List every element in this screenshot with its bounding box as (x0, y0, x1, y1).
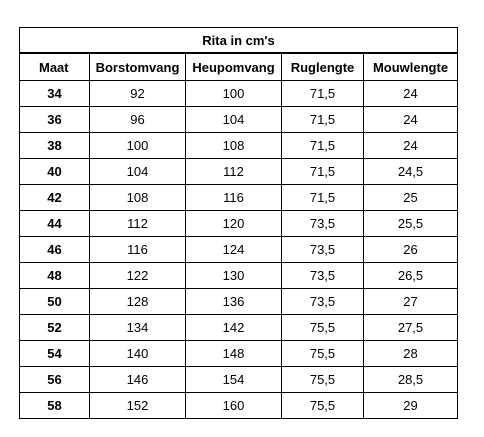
table-row (20, 81, 458, 107)
ruglengte-cell: 75,5 (282, 341, 364, 367)
table-row (20, 185, 458, 211)
mouwlengte-cell: 24,5 (364, 159, 458, 185)
heupomvang-cell: 154 (186, 367, 282, 393)
table-title-row (20, 28, 458, 54)
heupomvang-cell: 100 (186, 81, 282, 107)
mouwlengte-cell: 28,5 (364, 367, 458, 393)
mouwlengte-cell: 27,5 (364, 315, 458, 341)
borstomvang-cell: 128 (90, 289, 186, 315)
borstomvang-cell: 92 (90, 81, 186, 107)
borstomvang-cell: 140 (90, 341, 186, 367)
ruglengte-cell: 71,5 (282, 107, 364, 133)
borstomvang-cell: 152 (90, 393, 186, 419)
heupomvang-cell: 120 (186, 211, 282, 237)
ruglengte-cell: 73,5 (282, 211, 364, 237)
table-title: Rita in cm's (20, 28, 458, 54)
mouwlengte-cell: 24 (364, 107, 458, 133)
borstomvang-cell: 146 (90, 367, 186, 393)
maat-cell: 56 (20, 367, 90, 393)
borstomvang-cell: 112 (90, 211, 186, 237)
table-row (20, 133, 458, 159)
heupomvang-cell: 136 (186, 289, 282, 315)
maat-cell: 42 (20, 185, 90, 211)
borstomvang-cell: 104 (90, 159, 186, 185)
table-row (20, 393, 458, 419)
borstomvang-cell: 100 (90, 133, 186, 159)
heupomvang-cell: 124 (186, 237, 282, 263)
heupomvang-cell: 112 (186, 159, 282, 185)
table-row (20, 107, 458, 133)
ruglengte-cell: 75,5 (282, 367, 364, 393)
size-table (19, 27, 458, 419)
mouwlengte-cell: 24 (364, 133, 458, 159)
maat-cell: 40 (20, 159, 90, 185)
table-header-row (20, 53, 458, 81)
mouwlengte-cell: 25,5 (364, 211, 458, 237)
ruglengte-cell: 71,5 (282, 81, 364, 107)
heupomvang-cell: 116 (186, 185, 282, 211)
ruglengte-cell: 75,5 (282, 315, 364, 341)
maat-cell: 46 (20, 237, 90, 263)
borstomvang-cell: 122 (90, 263, 186, 289)
ruglengte-cell: 73,5 (282, 289, 364, 315)
header-maat: Maat (20, 53, 90, 81)
mouwlengte-cell: 28 (364, 341, 458, 367)
mouwlengte-cell: 24 (364, 81, 458, 107)
header-ruglengte: Ruglengte (282, 53, 364, 81)
header-mouwlengte: Mouwlengte (364, 53, 458, 81)
mouwlengte-cell: 26 (364, 237, 458, 263)
ruglengte-cell: 71,5 (282, 159, 364, 185)
table-row (20, 315, 458, 341)
heupomvang-cell: 104 (186, 107, 282, 133)
maat-cell: 36 (20, 107, 90, 133)
mouwlengte-cell: 29 (364, 393, 458, 419)
table-row (20, 367, 458, 393)
borstomvang-cell: 108 (90, 185, 186, 211)
ruglengte-cell: 73,5 (282, 237, 364, 263)
ruglengte-cell: 73,5 (282, 263, 364, 289)
maat-cell: 50 (20, 289, 90, 315)
table-body (20, 81, 458, 419)
header-heupomvang: Heupomvang (186, 53, 282, 81)
maat-cell: 44 (20, 211, 90, 237)
ruglengte-cell: 75,5 (282, 393, 364, 419)
header-borstomvang: Borstomvang (90, 53, 186, 81)
maat-cell: 34 (20, 81, 90, 107)
table-row (20, 159, 458, 185)
maat-cell: 38 (20, 133, 90, 159)
ruglengte-cell: 71,5 (282, 133, 364, 159)
mouwlengte-cell: 26,5 (364, 263, 458, 289)
mouwlengte-cell: 25 (364, 185, 458, 211)
table-row (20, 211, 458, 237)
heupomvang-cell: 160 (186, 393, 282, 419)
table-row (20, 289, 458, 315)
table-row (20, 341, 458, 367)
heupomvang-cell: 148 (186, 341, 282, 367)
borstomvang-cell: 116 (90, 237, 186, 263)
maat-cell: 52 (20, 315, 90, 341)
heupomvang-cell: 108 (186, 133, 282, 159)
table-row (20, 237, 458, 263)
heupomvang-cell: 130 (186, 263, 282, 289)
heupomvang-cell: 142 (186, 315, 282, 341)
borstomvang-cell: 96 (90, 107, 186, 133)
ruglengte-cell: 71,5 (282, 185, 364, 211)
maat-cell: 54 (20, 341, 90, 367)
borstomvang-cell: 134 (90, 315, 186, 341)
maat-cell: 48 (20, 263, 90, 289)
maat-cell: 58 (20, 393, 90, 419)
mouwlengte-cell: 27 (364, 289, 458, 315)
table-row (20, 263, 458, 289)
